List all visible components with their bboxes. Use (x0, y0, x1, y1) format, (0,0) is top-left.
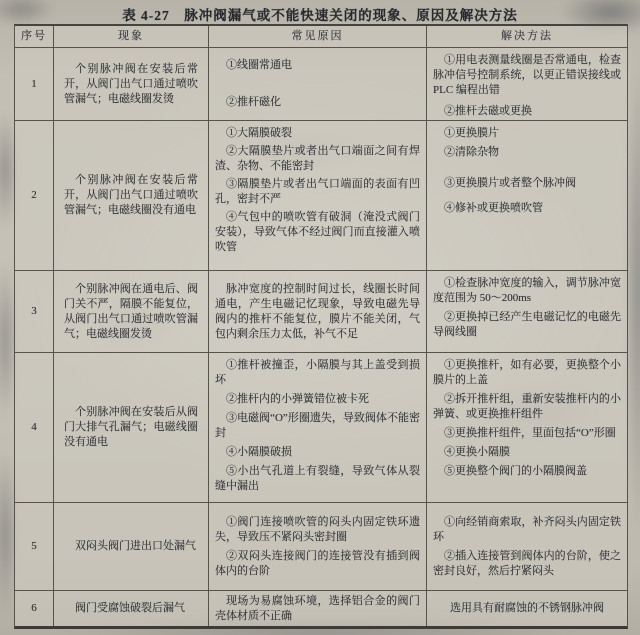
phenomenon-cell (53, 48, 208, 120)
phenomenon-text: 个别脉冲阀在安装后常开，从阀门出气口通过喷吹管漏气；电磁线圈没有通电 (64, 174, 198, 216)
cause-item: ③隔膜垫片或者出气口端面的表面有凹孔，密封不严 (215, 178, 420, 205)
solution-cell (426, 48, 627, 120)
cause-item: 现场为易腐蚀环境，选择铝合金的阀门壳体材质不正确 (215, 594, 420, 622)
solution-item: ④修补或更换喷吹管 (444, 202, 543, 214)
solution-item: ②清除杂物 (444, 146, 499, 158)
phenomenon-cell (53, 591, 208, 626)
cause-item: ②推杆磁化 (226, 96, 281, 108)
phenomenon-text: 双闷头阀门进出口处漏气 (75, 540, 196, 552)
cause-cell (208, 503, 426, 590)
cause-item: ①推杆被撞歪，小隔膜与其上盖受到损坏 (215, 359, 420, 386)
cause-item: 脉冲宽度的控制时间过长，线圈长时间通电，产生电磁记忆现象，导致电磁先导阀内的推杆不能复位，膜片不能关闭，气包内剩余压力太低，补气不足 (215, 282, 420, 340)
table-row (15, 590, 627, 626)
cause-cell (208, 591, 426, 626)
solution-item: 选用具有耐腐蚀的不锈钢脉冲阀 (450, 602, 604, 614)
solution-cell (426, 591, 627, 626)
cause-item: ④小隔膜破损 (226, 446, 292, 458)
cause-cell (208, 48, 426, 120)
solution-item: ②推杆去磁或更换 (444, 105, 532, 117)
solution-item: ②拆开推杆组，重新安装推杆内的小弹簧、或更换推杆组件 (433, 393, 621, 420)
phenomenon-text: 个别脉冲阀在安装后常开，从阀门出气口通过喷吹管漏气；电磁线圈发烫 (64, 62, 198, 105)
phenomenon-cell (53, 353, 208, 502)
solution-item: ④更换小隔膜 (444, 446, 510, 458)
cause-item: ⑤小出气孔道上有裂缝，导致气体从裂缝中漏出 (215, 465, 420, 492)
solution-item: ②插入连接管到阀体内的台阶，使之密封良好，然后拧紧闷头 (433, 549, 621, 577)
cause-item: ③电磁阀“O”形圈遗失，导致阀体不能密封 (215, 412, 420, 439)
table-row (15, 352, 627, 502)
row-no: 5 (31, 540, 37, 552)
solution-cell (426, 121, 627, 270)
table-header-row (15, 26, 627, 47)
phenomenon-text: 个别脉冲阀在通电后、阀门关不严，隔膜不能复位，从阀门出气口通过喷吹管漏气；电磁线圈发烫 (64, 282, 198, 340)
table-title: 表 4-27 脉冲阀漏气或不能快速关闭的现象、原因及解决方法 (122, 8, 518, 23)
solution-item: ①向经销商索取，补齐闷头内固定铁环 (433, 515, 621, 543)
cause-item: ②大隔膜垫片或者出气口端面之间有焊渣、杂物、不能密封 (215, 145, 420, 172)
cause-cell (208, 353, 426, 502)
phenomenon-cell (53, 271, 208, 352)
solution-item: ①更换推杆，如有必要，更换整个小膜片的上盖 (433, 359, 621, 386)
row-no: 1 (31, 77, 37, 90)
phenomenon-text: 个别脉冲阀在安装后从阀门大排气孔漏气；电磁线圈没有通电 (64, 406, 198, 448)
header-phenomenon: 现象 (53, 26, 208, 47)
table-row (15, 47, 627, 120)
table-row (15, 120, 627, 270)
row-no: 2 (31, 189, 37, 201)
solution-cell (426, 503, 627, 590)
solution-item: ①用电表测量线圈是否常通电，检查脉冲信号控制系统，以更正错误接线或 PLC 编程出错 (433, 54, 621, 96)
header-solution: 解决方法 (426, 26, 627, 47)
table-row (15, 270, 627, 352)
row-no: 3 (31, 305, 37, 317)
cause-item: ②双闷头连接阀门的连接管没有插到阀体内的台阶 (215, 549, 420, 577)
solution-item: ①检查脉冲宽度的输入，调节脉冲宽度范围为 50～200ms (433, 277, 621, 304)
cause-item: ④气包中的喷吹管有破洞（淹没式阀门安装），导致气体不经过阀门而直接灌入喷吹管 (215, 211, 420, 253)
row-no: 6 (31, 602, 37, 614)
header-cause: 常见原因 (208, 26, 426, 47)
cause-cell (208, 271, 426, 352)
solution-cell (426, 271, 627, 352)
cause-cell (208, 121, 426, 270)
header-no: 序号 (21, 30, 47, 42)
phenomenon-cell (53, 503, 208, 590)
cause-item: ②推杆内的小弹簧错位被卡死 (226, 393, 369, 405)
solution-item: ①更换膜片 (444, 127, 499, 139)
solution-item: ②更换掉已经产生电磁记忆的电磁先导阀线圈 (433, 311, 621, 338)
phenomenon-text: 阀门受腐蚀破裂后漏气 (75, 602, 185, 614)
cause-item: ①阀门连接喷吹管的闷头内固定铁环遗失，导致压不紧闷头密封圈 (215, 515, 420, 543)
table-row (15, 502, 627, 590)
cause-item: ①大隔膜破裂 (226, 127, 292, 139)
solution-item: ⑤更换整个阀门的小隔膜阀盖 (444, 465, 587, 477)
row-no: 4 (31, 421, 37, 433)
solution-item: ③更换推杆组件，里面包括“O”形圈 (444, 427, 616, 439)
solution-item: ③更换膜片或者整个脉冲阀 (444, 177, 576, 189)
troubleshooting-table (14, 24, 628, 629)
phenomenon-cell (53, 121, 208, 270)
cause-item: ①线圈常通电 (226, 59, 292, 71)
solution-cell (426, 353, 627, 502)
